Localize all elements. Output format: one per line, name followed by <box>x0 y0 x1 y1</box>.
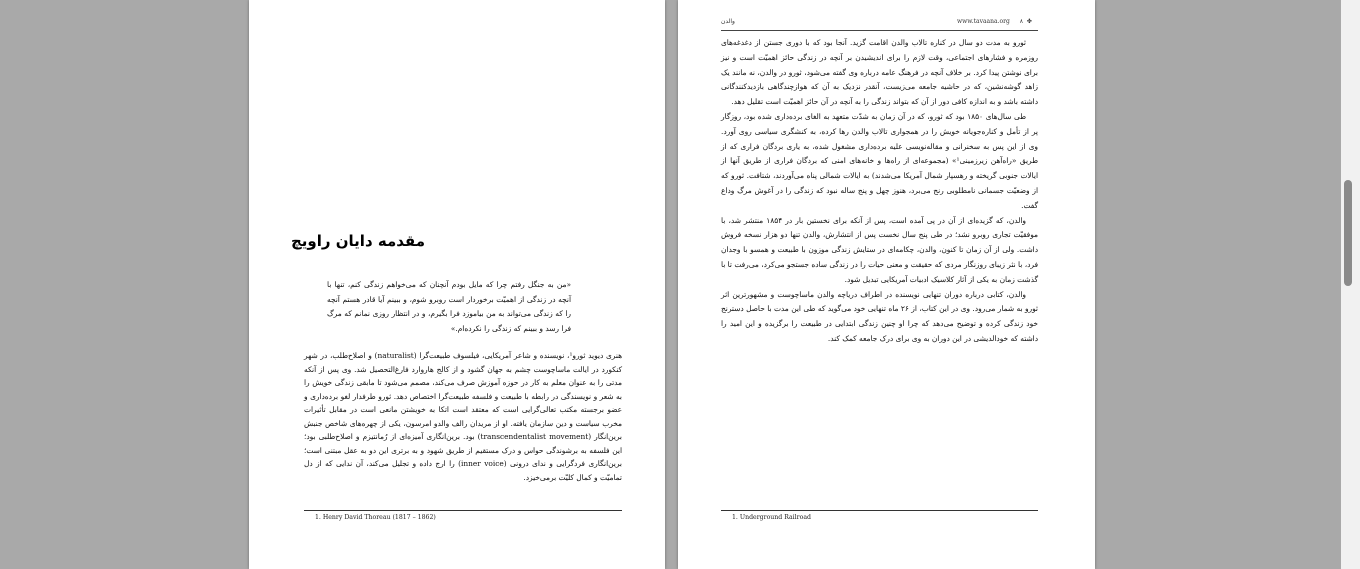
running-header <box>721 18 1038 30</box>
footnote-left: 1. Henry David Thoreau (1817 – 1862) <box>315 514 436 521</box>
right-body-text <box>721 36 1038 347</box>
scrollbar-thumb[interactable] <box>1344 180 1352 286</box>
header-ornament-icon: ✤ <box>1026 18 1032 25</box>
body-paragraph: ثورو به مدت دو سال در کناره تالاب والدن اقامت گزید. آنجا بود که با دوری جستن از دغدغه‌های روزمره و فشارهای اجتماعی، وقت لازم را برای اندیشیدن بر آنچه در زندگی حائز اهمیّت است و نیز برای نوشتن پیدا کرد. بر خلاف آنچه در فرهنگ عامه درباره وی گفته می‌شود، ثورو در والدن، نه مانند یک زاهد گوشه‌نشین، که در حاشیه جامعه می‌زیست، آنقدر نزدیک به آن که هوازچندگاهی بازدیدکنندگانی داشته باشد و به اندازه کافی دور از آن که بتواند زندگی را به آنچه در آن حائز اهمیّت است تقلیل دهد. <box>721 38 1038 107</box>
body-paragraph: والدن، که گزیده‌ای از آن در پی آمده است، پس از آنکه برای نخستین بار در ۱۸۵۴ منتشر شد، با موفقیّت تجاری روبرو نشد؛ در طی پنج سال نخست پس از انتشارش، والدن تنها دو هزار نسخه فروش داشت. ولی از آن زمان تا کنون، والدن، چکامه‌ای در ستایش زندگی موزون با طبیعت و همسو با وجدان فرد، با نثر زیبای روزنگار مردی که حقیقت و معنی حیات را در زندگی ساده جستجو می‌کرد، می‌رفت تا با گذشت زمان به یکی از آثار کلاسیک ادبیات آمریکایی تبدیل شود. <box>721 215 1038 284</box>
header-site-and-page <box>957 18 1032 25</box>
document-page-right <box>678 0 1095 569</box>
body-paragraph: والدن، کتابی درباره دوران تنهایی نویسنده در اطراف دریاچه والدن ماساچوست و مشهورترین اثر ثورو به شمار می‌رود. وی در این کتاب، از ۲۶ ماه تنهایی خود می‌گوید که طی این مدت با حاصل دسترنج خود زندگی کرده و توضیح می‌دهد که چرا او چنین زندگی ابتدایی در طبیعت را برگزیده و این امید را داشته که خودالدیشی در این دوران به وی برای درک جامعه کمک کند. <box>721 289 1038 343</box>
intro-body-text <box>304 349 622 484</box>
intro-paragraph: هنری دیوید ثورو¹، نویسنده و شاعر آمریکایی، فیلسوف طبیعت‌گرا (naturalist) و اصلاح‌طلب، در شهر کنکورد در ایالت ماساچوست چشم به جهان گشود و از کالج هاروارد فارغ‌التحصیل شد. وی پس از آنکه مدتی را به عنوان معلم به کار در حوزه آموزش صرف می‌کند، مصمم می‌شود تا مابقی زندگی خویش را به شعر و نویسندگی در رابطه با طبیعت و فلسفه طبیعت‌گرا اختصاص دهد. ثورو طرفدار لغو برده‌داری و عضو برجسته مکتب تعالی‌گرایی است که معتقد است اتکا به خویشتن مانعی است در مقابل تأثیرات مخرب سیاست و دین سازمان یافته. او از مریدان رالف والدو امرسون، یکی از چهره‌های شاخص جنبش برین‌انگار (transcendentalist movement) بود. برین‌انگاری آمیزه‌ای از رُمانتیزم و اصلاح‌طلبی بود؛ این فلسفه به برشوندگی حواس و درک مستقیم از طریق شهود و به برتری این دو به عقل مبتنی است؛ برین‌انگاری فردگرایی و ندای درونی (inner voice) را ارج داده و تجلیل می‌کند، آن ندایی که از دل تمامیّت و کمال کلیّت برمی‌خیزد. <box>304 351 622 482</box>
footnote-right: 1. Underground Railroad <box>732 514 811 521</box>
header-rule <box>721 30 1038 31</box>
footnote-rule <box>721 510 1038 511</box>
epigraph-quote: «من به جنگل رفتم چرا که مایل بودم آنچنان که می‌خواهم زندگی کنم، تنها با آنچه در زندگی از اهمیّت برخوردار است روبرو شوم، و ببینم آیا قادر هستم آنچه را که زندگی می‌تواند به من بیاموزد فرا بگیرم، و در انتظار روزی نمانم که مرگ فرا رسد و ببینم که زندگی را نکرده‌ام.» <box>327 280 571 333</box>
body-paragraph: طی سال‌های ۱۸۵۰ بود که ثورو، که در آن زمان به شدّت متعهد به الغای برده‌داری شده بود، روزگار پر از تأمل و کناره‌جویانه خویش را در همجواری تالاب والدن رها کرده، به کنشگری سیاسی روی آورد. وی از این پس به سخنرانی و مقاله‌نویسی علیه برده‌داری مشغول شده، به یاری بردگان فراری که از طریق «راه‌آهن زیرزمینی¹» (مجموعه‌ای از راه‌ها و خانه‌های امنی که بردگان فراری از طریق آنها از ایالات جنوبی گریخته و رهسپار شمال آمریکا می‌شدند) به ایالات شمالی پناه می‌آوردند، شتافت. ثورو که از وضعیّت جسمانی نامطلوبی رنج می‌برد، هنوز چهل و پنج ساله نبود که زندگی را در آغوش مرگ وداع گفت. <box>721 111 1038 210</box>
header-title: والدن <box>721 18 735 25</box>
document-page-left <box>249 0 665 569</box>
vertical-scrollbar[interactable] <box>1341 0 1360 569</box>
footnote-rule <box>304 510 622 511</box>
header-site: www.tavaana.org <box>957 18 1010 25</box>
chapter-title: مقدمه دایان راویچ <box>290 232 425 250</box>
header-page-number: ۸ <box>1019 18 1023 25</box>
